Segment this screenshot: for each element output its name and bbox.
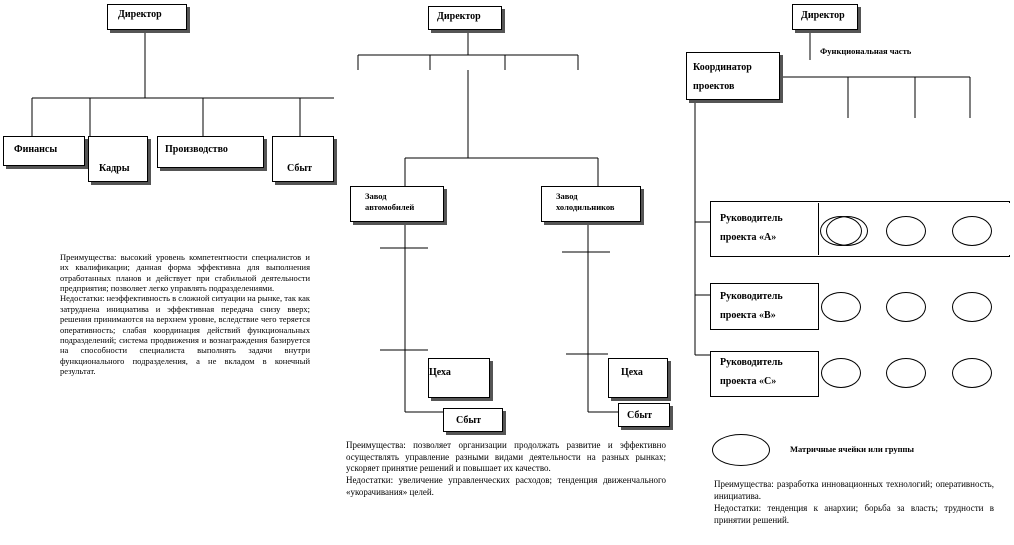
matrix-cell	[886, 216, 926, 246]
plant-fridges	[541, 186, 641, 222]
matrix-cell	[821, 358, 861, 388]
plant-cars	[350, 186, 444, 222]
director-box-3	[792, 4, 858, 30]
shops-right	[608, 358, 668, 398]
shops-label: Цеха	[621, 367, 643, 378]
director-box-2	[428, 6, 502, 30]
structure3-advantages: Преимущества: разработка инновационных технологий; оперативность, инициатива.	[714, 479, 994, 502]
plant-label: Завод холодильников	[556, 191, 615, 212]
functional-part-label: Функциональная часть	[820, 46, 912, 56]
department-label: Сбыт	[287, 163, 313, 174]
shops-label: Цеха	[429, 367, 451, 378]
department-label: Финансы	[14, 144, 58, 155]
matrix-cell	[886, 358, 926, 388]
legend-cell-icon	[712, 434, 770, 466]
sales-label: Сбыт	[627, 410, 653, 421]
project-manager-c: Руководитель проекта «С»	[720, 357, 783, 387]
director-box-1	[107, 4, 187, 30]
project-manager-a: Руководитель проекта «А»	[720, 213, 783, 243]
director-label: Директор	[437, 11, 481, 22]
project-coordinator-box	[686, 52, 780, 100]
matrix-cell	[952, 358, 992, 388]
matrix-cell	[952, 292, 992, 322]
coordinator-label: Координатор проектов	[693, 62, 752, 92]
structure2-advantages: Преимущества: позволяет организации продолжать развитие и эффективно осуществлять управление разными видами деятельности на разных рынках; ускоряет принятие решений и повышает их качество.	[346, 440, 666, 474]
department-hr	[88, 136, 148, 182]
director-label: Директор	[801, 10, 845, 21]
sales-left	[443, 408, 503, 432]
department-production	[157, 136, 264, 168]
structure3-description	[714, 478, 994, 527]
legend-label: Матричные ячейки или группы	[790, 444, 915, 454]
sales-label: Сбыт	[456, 415, 482, 426]
department-finance	[3, 136, 85, 166]
matrix-cell	[826, 216, 868, 246]
director-label: Директор	[118, 9, 162, 20]
matrix-cell	[821, 292, 861, 322]
structure2-description	[346, 440, 666, 498]
structure2-disadvantages: Недостатки: увеличение управленческих расходов; тенденция движенчального «укорачивания» целей.	[346, 475, 666, 497]
structure1-disadvantages: Недостатки: неэффективность в сложной ситуации на рынке, так как затруднена инициатива и эффективная передача снизу вверх; решения принимаются на верхнем уровне, вследствие чего теряется оперативность; слабая координация действий функциональных подразделений; система продвижения и вознаграждения базируется на способности специалиста выполнять задачи внутри функционального подразделения, а не вкладом в конечный результат.	[60, 293, 310, 376]
department-label: Производство	[165, 144, 228, 155]
matrix-cell	[952, 216, 992, 246]
structure1-description	[60, 252, 310, 376]
project-manager-b: Руководитель проекта «В»	[720, 291, 783, 321]
structure3-disadvantages: Недостатки: тенденция к анархии; борьба за власть; трудности в принятии решений.	[714, 503, 994, 526]
sales-right	[618, 403, 670, 427]
shops-left	[428, 358, 490, 398]
department-sales	[272, 136, 334, 182]
structure1-advantages: Преимущества: высокий уровень компетентности специалистов и их квалификации; данная форма эффективна для выполнения отработанных планов и действует при стабильной деятельности предприятия; позволяет легко управлять подразделениями.	[60, 252, 310, 294]
plant-label: Завод автомобилей	[365, 191, 415, 212]
matrix-cell	[886, 292, 926, 322]
department-label: Кадры	[99, 163, 130, 174]
